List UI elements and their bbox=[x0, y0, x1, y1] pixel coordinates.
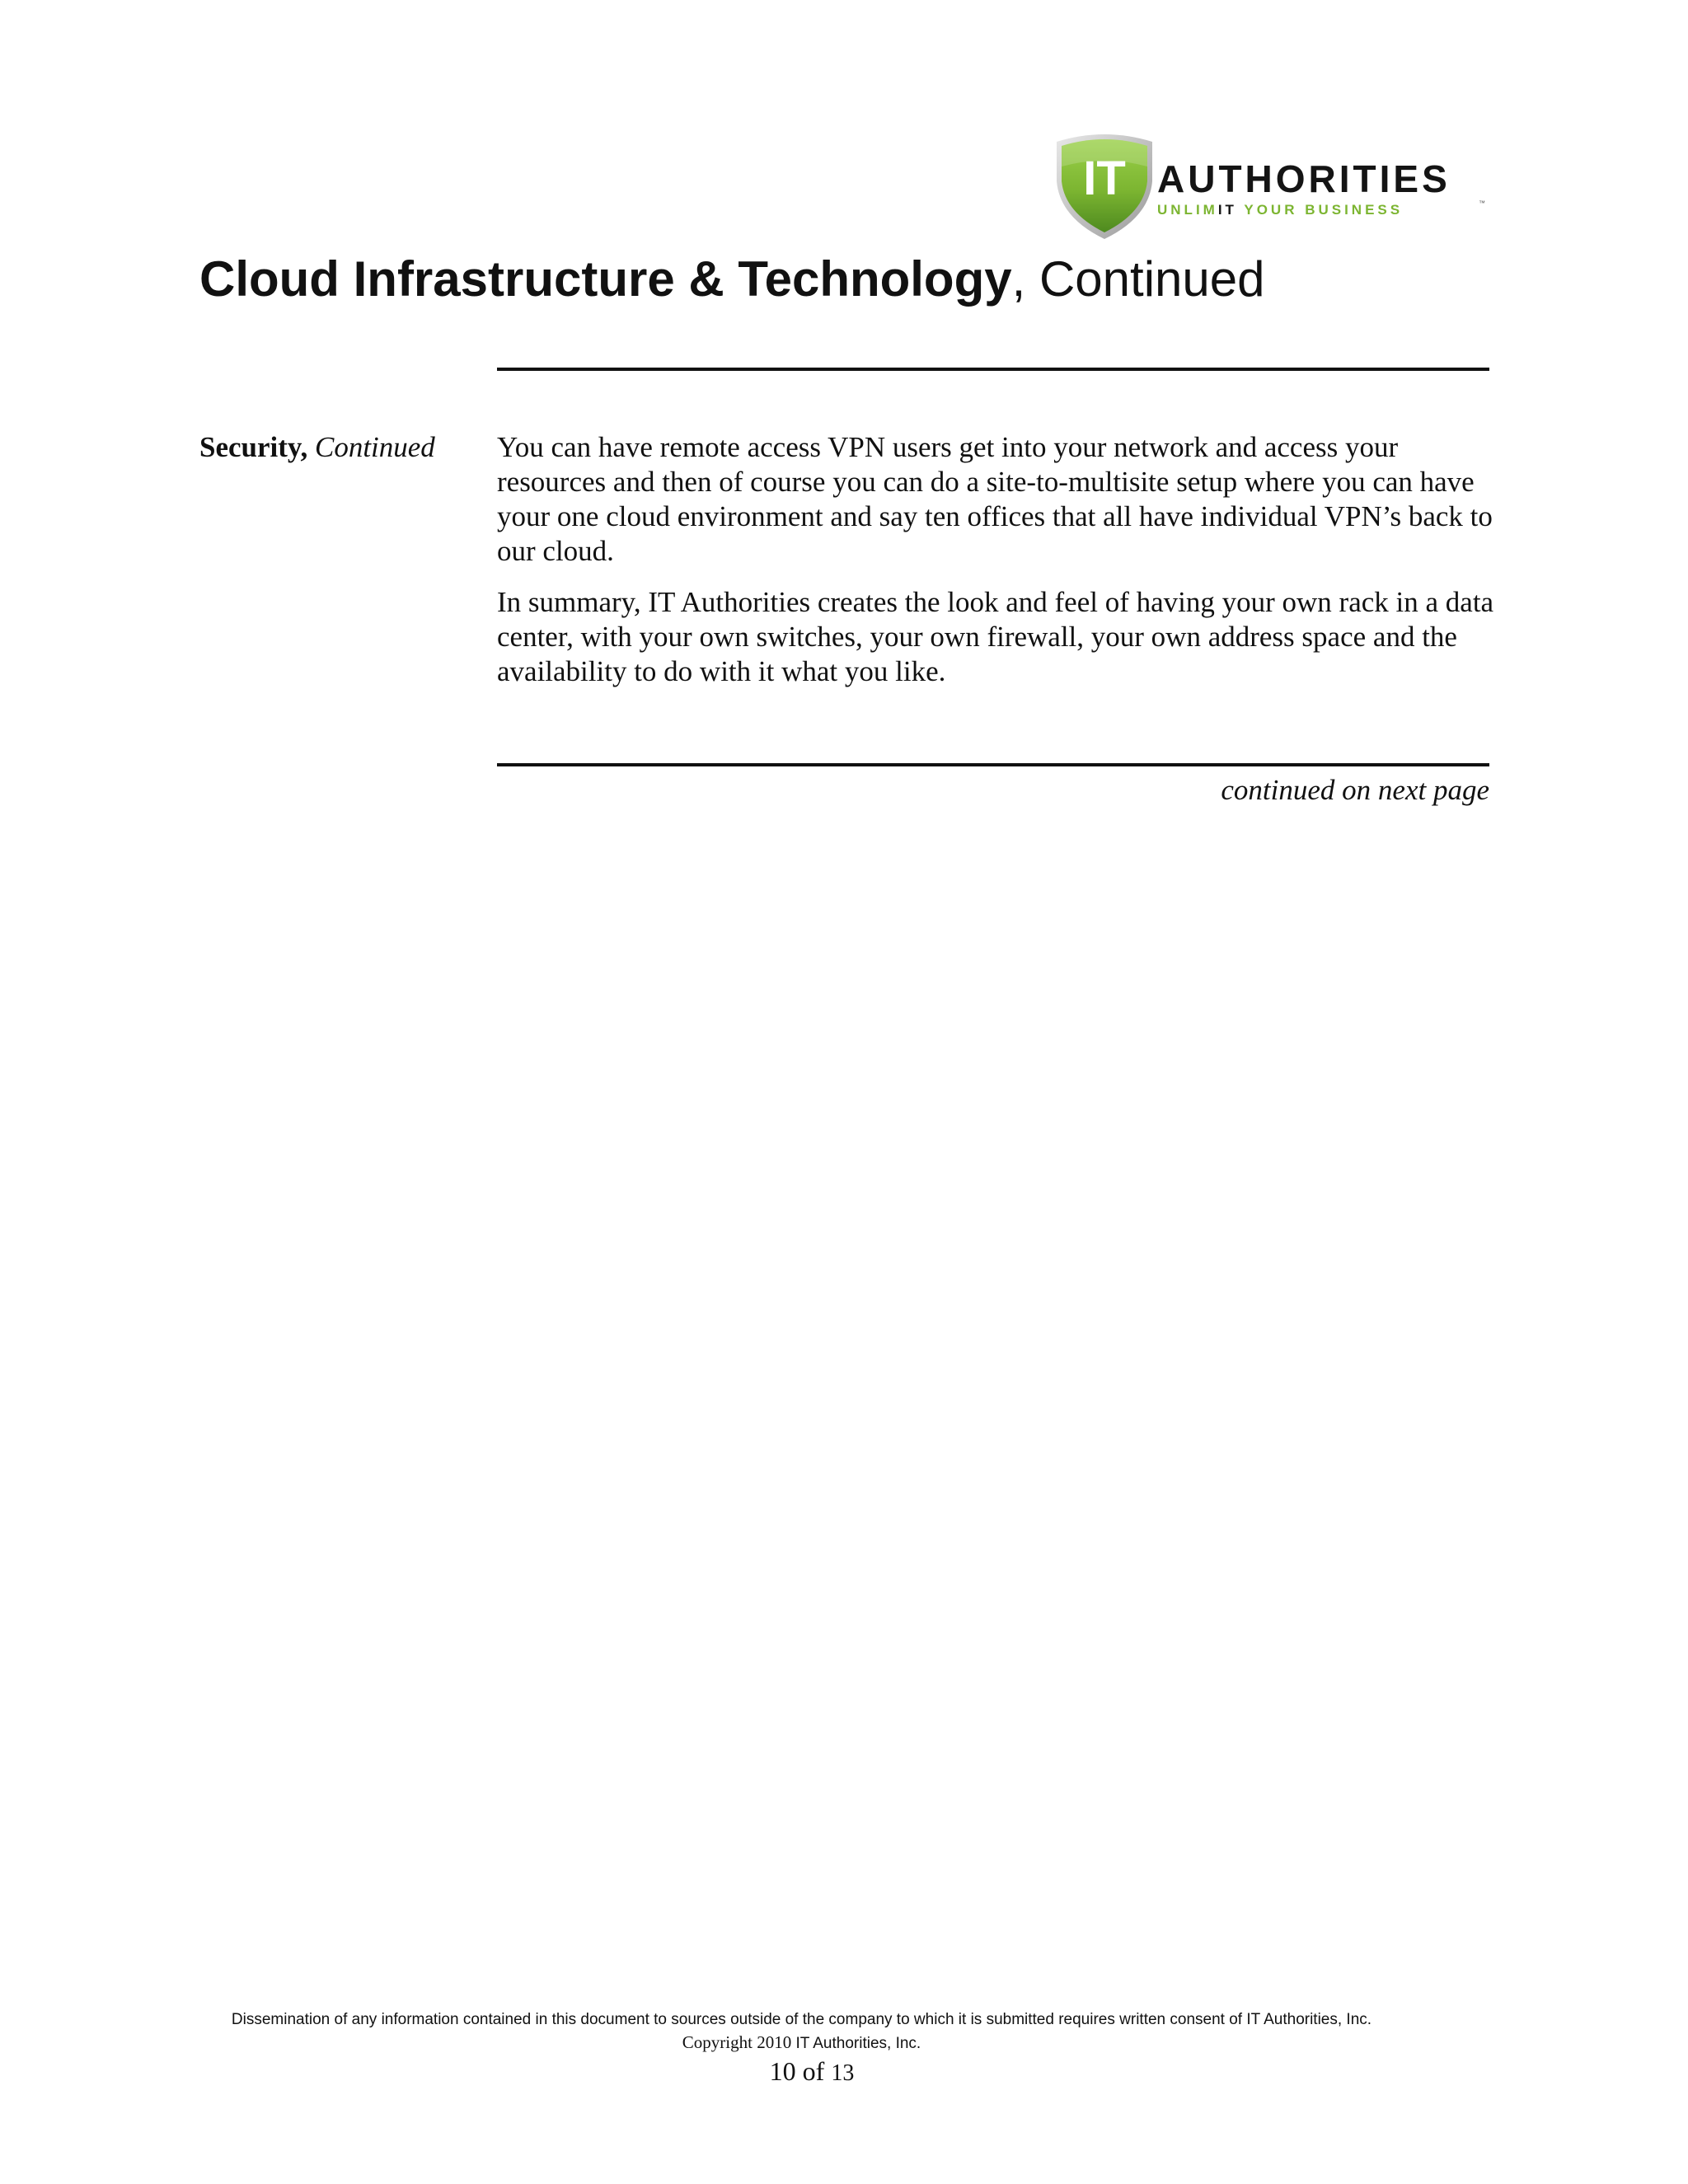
body-paragraph: You can have remote access VPN users get into your network and access your resources and then of course you can do a site-to-multisite setup where you can have your one cloud environment and say ten offices that all have individual VPN’s back to our cloud. bbox=[497, 431, 1493, 567]
company-logo bbox=[1052, 130, 1489, 241]
page-title-bold: Cloud Infrastructure & Technology bbox=[199, 251, 1012, 307]
body-paragraph: In summary, IT Authorities creates the look and feel of having your own rack in a data center, with your own switches, your own firewall, your own address space and the availability to do with it what you like. bbox=[497, 586, 1494, 687]
logo-trademark: ™ bbox=[1479, 199, 1485, 207]
page-number bbox=[0, 2055, 1624, 2088]
logo-wordmark: AUTHORITIES bbox=[1157, 157, 1451, 200]
logo-tagline-mid: IT bbox=[1217, 202, 1237, 218]
shield-logo-icon bbox=[1052, 130, 1157, 241]
shield-letters: IT bbox=[1083, 152, 1126, 205]
footer-disclaimer: Dissemination of any information contained in this document to sources outside of the company to which it is submitted requires written consent of IT Authorities, Inc. bbox=[231, 2011, 1372, 2028]
section-label-bold: Security, bbox=[199, 431, 308, 463]
continued-on-next-page: continued on next page bbox=[1221, 774, 1489, 806]
section-body bbox=[497, 430, 1498, 705]
page-title bbox=[199, 251, 1265, 307]
section-top-rule bbox=[497, 368, 1489, 371]
section-bottom-rule bbox=[497, 763, 1489, 766]
logo-tagline-end: YOUR BUSINESS bbox=[1236, 202, 1404, 218]
page-title-rest: , Continued bbox=[1011, 251, 1265, 307]
section-label bbox=[199, 430, 435, 465]
page-number-current: 10 of bbox=[769, 2056, 832, 2086]
copyright-prefix: Copyright 2010 bbox=[682, 2032, 796, 2052]
footer-copyright bbox=[0, 2032, 1603, 2054]
logo-tagline bbox=[1157, 203, 1403, 217]
copyright-company: IT Authorities, Inc. bbox=[795, 2035, 921, 2052]
page-number-total: 13 bbox=[831, 2060, 855, 2086]
section-label-italic: Continued bbox=[314, 431, 435, 463]
logo-tagline-start: UNLIM bbox=[1157, 202, 1218, 218]
